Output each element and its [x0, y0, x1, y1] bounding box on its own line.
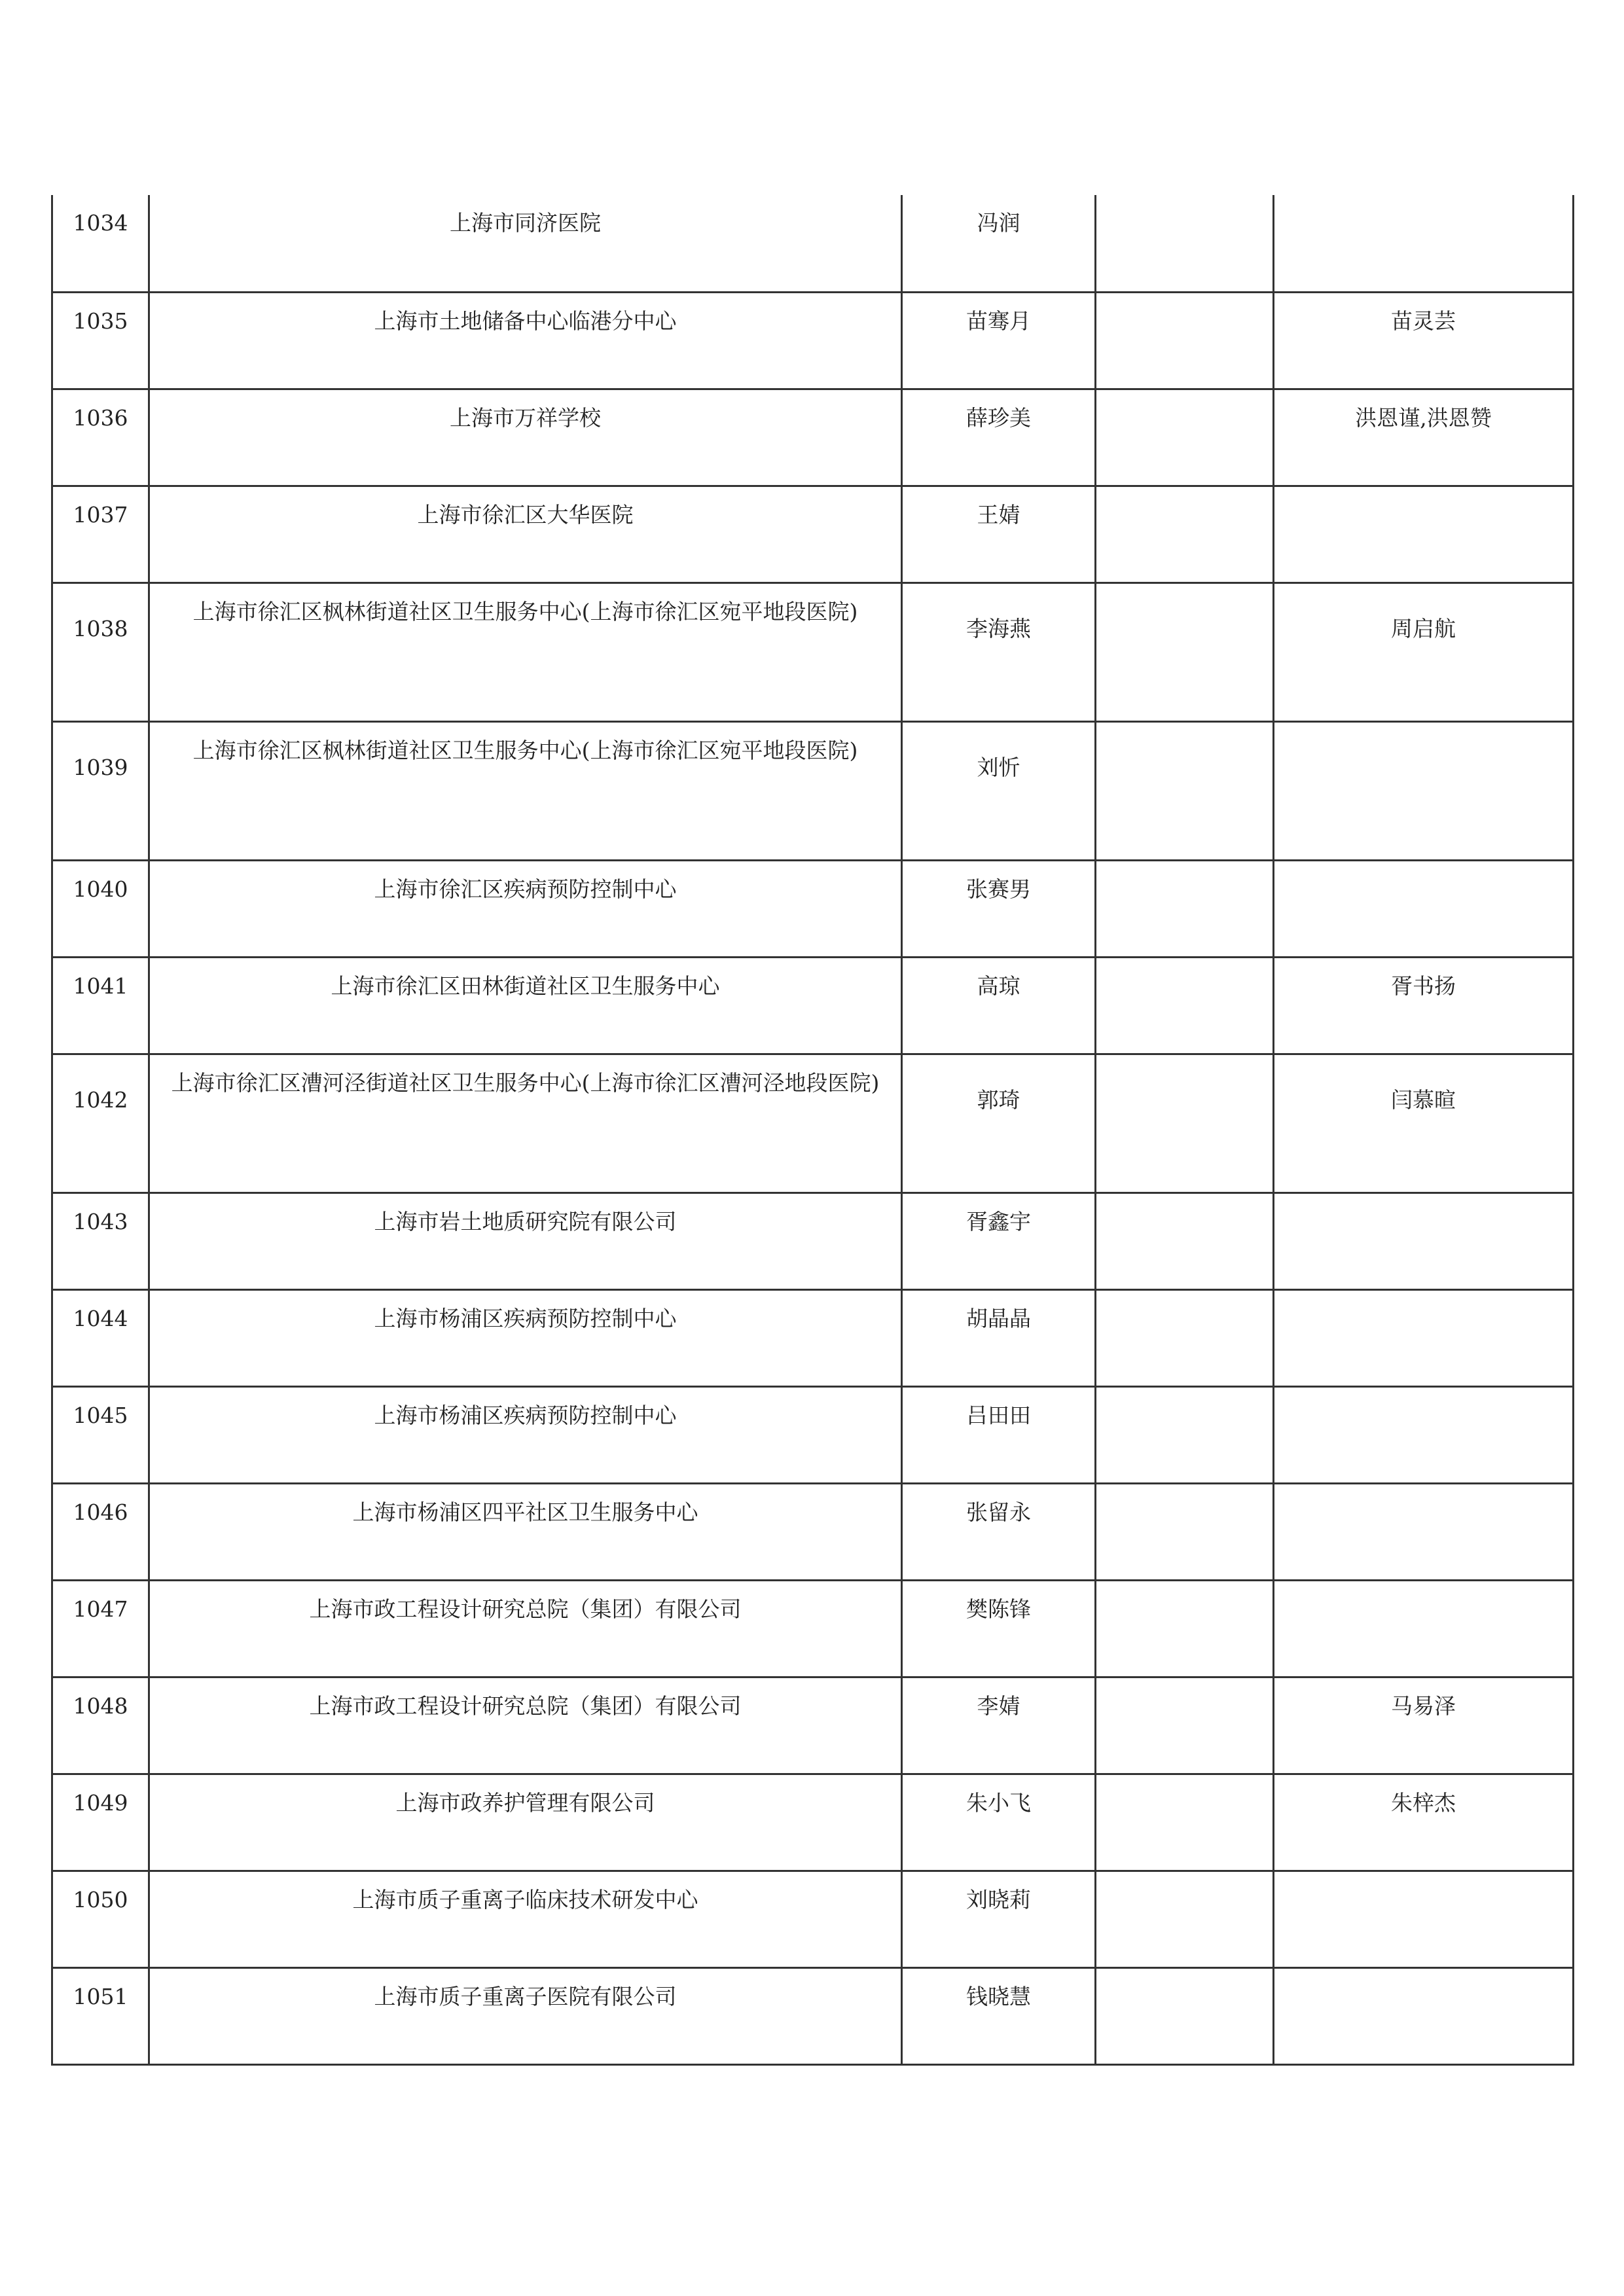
row-number: 1037	[52, 486, 149, 583]
organization-cell: 上海市质子重离子医院有限公司	[149, 1967, 902, 2064]
family-cell: 胥书扬	[1274, 957, 1574, 1054]
organization-cell: 上海市政工程设计研究总院（集团）有限公司	[149, 1580, 902, 1677]
roster-table	[51, 195, 1574, 2066]
family-cell	[1274, 1580, 1574, 1677]
empty-cell	[1096, 486, 1274, 583]
empty-cell	[1096, 292, 1274, 389]
name-cell: 李婧	[902, 1677, 1096, 1774]
organization-cell: 上海市岩土地质研究院有限公司	[149, 1193, 902, 1289]
empty-cell	[1096, 1580, 1274, 1677]
row-number: 1044	[52, 1289, 149, 1386]
row-number: 1051	[52, 1967, 149, 2064]
organization-cell: 上海市杨浦区疾病预防控制中心	[149, 1386, 902, 1483]
empty-cell	[1096, 1193, 1274, 1289]
empty-cell	[1096, 1774, 1274, 1871]
empty-cell	[1096, 1054, 1274, 1193]
family-cell	[1274, 1871, 1574, 1967]
row-number: 1050	[52, 1871, 149, 1967]
name-cell: 胡晶晶	[902, 1289, 1096, 1386]
table-row	[52, 292, 1574, 389]
name-cell: 刘晓莉	[902, 1871, 1096, 1967]
table-row	[52, 1871, 1574, 1967]
name-cell: 薛珍美	[902, 389, 1096, 486]
row-number: 1038	[52, 583, 149, 721]
name-cell: 樊陈锋	[902, 1580, 1096, 1677]
table-row	[52, 1677, 1574, 1774]
family-cell	[1274, 1193, 1574, 1289]
name-cell: 张留永	[902, 1483, 1096, 1580]
family-cell: 闫慕暄	[1274, 1054, 1574, 1193]
empty-cell	[1096, 1677, 1274, 1774]
table-row	[52, 1386, 1574, 1483]
family-cell: 苗灵芸	[1274, 292, 1574, 389]
family-cell: 周启航	[1274, 583, 1574, 721]
empty-cell	[1096, 1386, 1274, 1483]
organization-cell: 上海市徐汇区枫林街道社区卫生服务中心(上海市徐汇区宛平地段医院)	[149, 583, 902, 721]
table-row	[52, 1967, 1574, 2064]
table-row	[52, 583, 1574, 721]
row-number: 1039	[52, 721, 149, 860]
table-row	[52, 1054, 1574, 1193]
row-number: 1035	[52, 292, 149, 389]
family-cell	[1274, 1483, 1574, 1580]
family-cell	[1274, 1967, 1574, 2064]
table-row	[52, 1774, 1574, 1871]
organization-cell: 上海市政工程设计研究总院（集团）有限公司	[149, 1677, 902, 1774]
organization-cell: 上海市徐汇区田林街道社区卫生服务中心	[149, 957, 902, 1054]
row-number: 1047	[52, 1580, 149, 1677]
family-cell	[1274, 195, 1574, 292]
organization-cell: 上海市土地储备中心临港分中心	[149, 292, 902, 389]
family-cell: 朱梓杰	[1274, 1774, 1574, 1871]
name-cell: 胥鑫宇	[902, 1193, 1096, 1289]
family-cell	[1274, 486, 1574, 583]
family-cell	[1274, 860, 1574, 957]
organization-cell: 上海市徐汇区疾病预防控制中心	[149, 860, 902, 957]
row-number: 1036	[52, 389, 149, 486]
family-cell: 马易泽	[1274, 1677, 1574, 1774]
name-cell: 朱小飞	[902, 1774, 1096, 1871]
row-number: 1040	[52, 860, 149, 957]
name-cell: 苗骞月	[902, 292, 1096, 389]
row-number: 1048	[52, 1677, 149, 1774]
family-cell	[1274, 721, 1574, 860]
table-row	[52, 1193, 1574, 1289]
empty-cell	[1096, 1483, 1274, 1580]
organization-cell: 上海市徐汇区枫林街道社区卫生服务中心(上海市徐汇区宛平地段医院)	[149, 721, 902, 860]
name-cell: 郭琦	[902, 1054, 1096, 1193]
table-row	[52, 1580, 1574, 1677]
empty-cell	[1096, 583, 1274, 721]
table-row	[52, 1289, 1574, 1386]
table-row	[52, 195, 1574, 292]
empty-cell	[1096, 860, 1274, 957]
organization-cell: 上海市万祥学校	[149, 389, 902, 486]
table-row	[52, 486, 1574, 583]
name-cell: 高琼	[902, 957, 1096, 1054]
row-number: 1041	[52, 957, 149, 1054]
row-number: 1045	[52, 1386, 149, 1483]
table-row	[52, 957, 1574, 1054]
row-number: 1049	[52, 1774, 149, 1871]
name-cell: 刘忻	[902, 721, 1096, 860]
family-cell: 洪恩谨,洪恩赞	[1274, 389, 1574, 486]
name-cell: 冯润	[902, 195, 1096, 292]
empty-cell	[1096, 957, 1274, 1054]
name-cell: 王婧	[902, 486, 1096, 583]
organization-cell: 上海市政养护管理有限公司	[149, 1774, 902, 1871]
table-row	[52, 389, 1574, 486]
name-cell: 吕田田	[902, 1386, 1096, 1483]
empty-cell	[1096, 389, 1274, 486]
empty-cell	[1096, 1967, 1274, 2064]
organization-cell: 上海市徐汇区漕河泾街道社区卫生服务中心(上海市徐汇区漕河泾地段医院)	[149, 1054, 902, 1193]
table-row	[52, 860, 1574, 957]
organization-cell: 上海市徐汇区大华医院	[149, 486, 902, 583]
empty-cell	[1096, 1289, 1274, 1386]
empty-cell	[1096, 195, 1274, 292]
family-cell	[1274, 1386, 1574, 1483]
row-number: 1042	[52, 1054, 149, 1193]
organization-cell: 上海市同济医院	[149, 195, 902, 292]
empty-cell	[1096, 721, 1274, 860]
name-cell: 李海燕	[902, 583, 1096, 721]
roster-table-body	[52, 195, 1574, 2064]
table-row	[52, 721, 1574, 860]
empty-cell	[1096, 1871, 1274, 1967]
name-cell: 钱晓慧	[902, 1967, 1096, 2064]
family-cell	[1274, 1289, 1574, 1386]
name-cell: 张赛男	[902, 860, 1096, 957]
row-number: 1034	[52, 195, 149, 292]
organization-cell: 上海市质子重离子临床技术研发中心	[149, 1871, 902, 1967]
organization-cell: 上海市杨浦区四平社区卫生服务中心	[149, 1483, 902, 1580]
row-number: 1043	[52, 1193, 149, 1289]
table-row	[52, 1483, 1574, 1580]
organization-cell: 上海市杨浦区疾病预防控制中心	[149, 1289, 902, 1386]
row-number: 1046	[52, 1483, 149, 1580]
